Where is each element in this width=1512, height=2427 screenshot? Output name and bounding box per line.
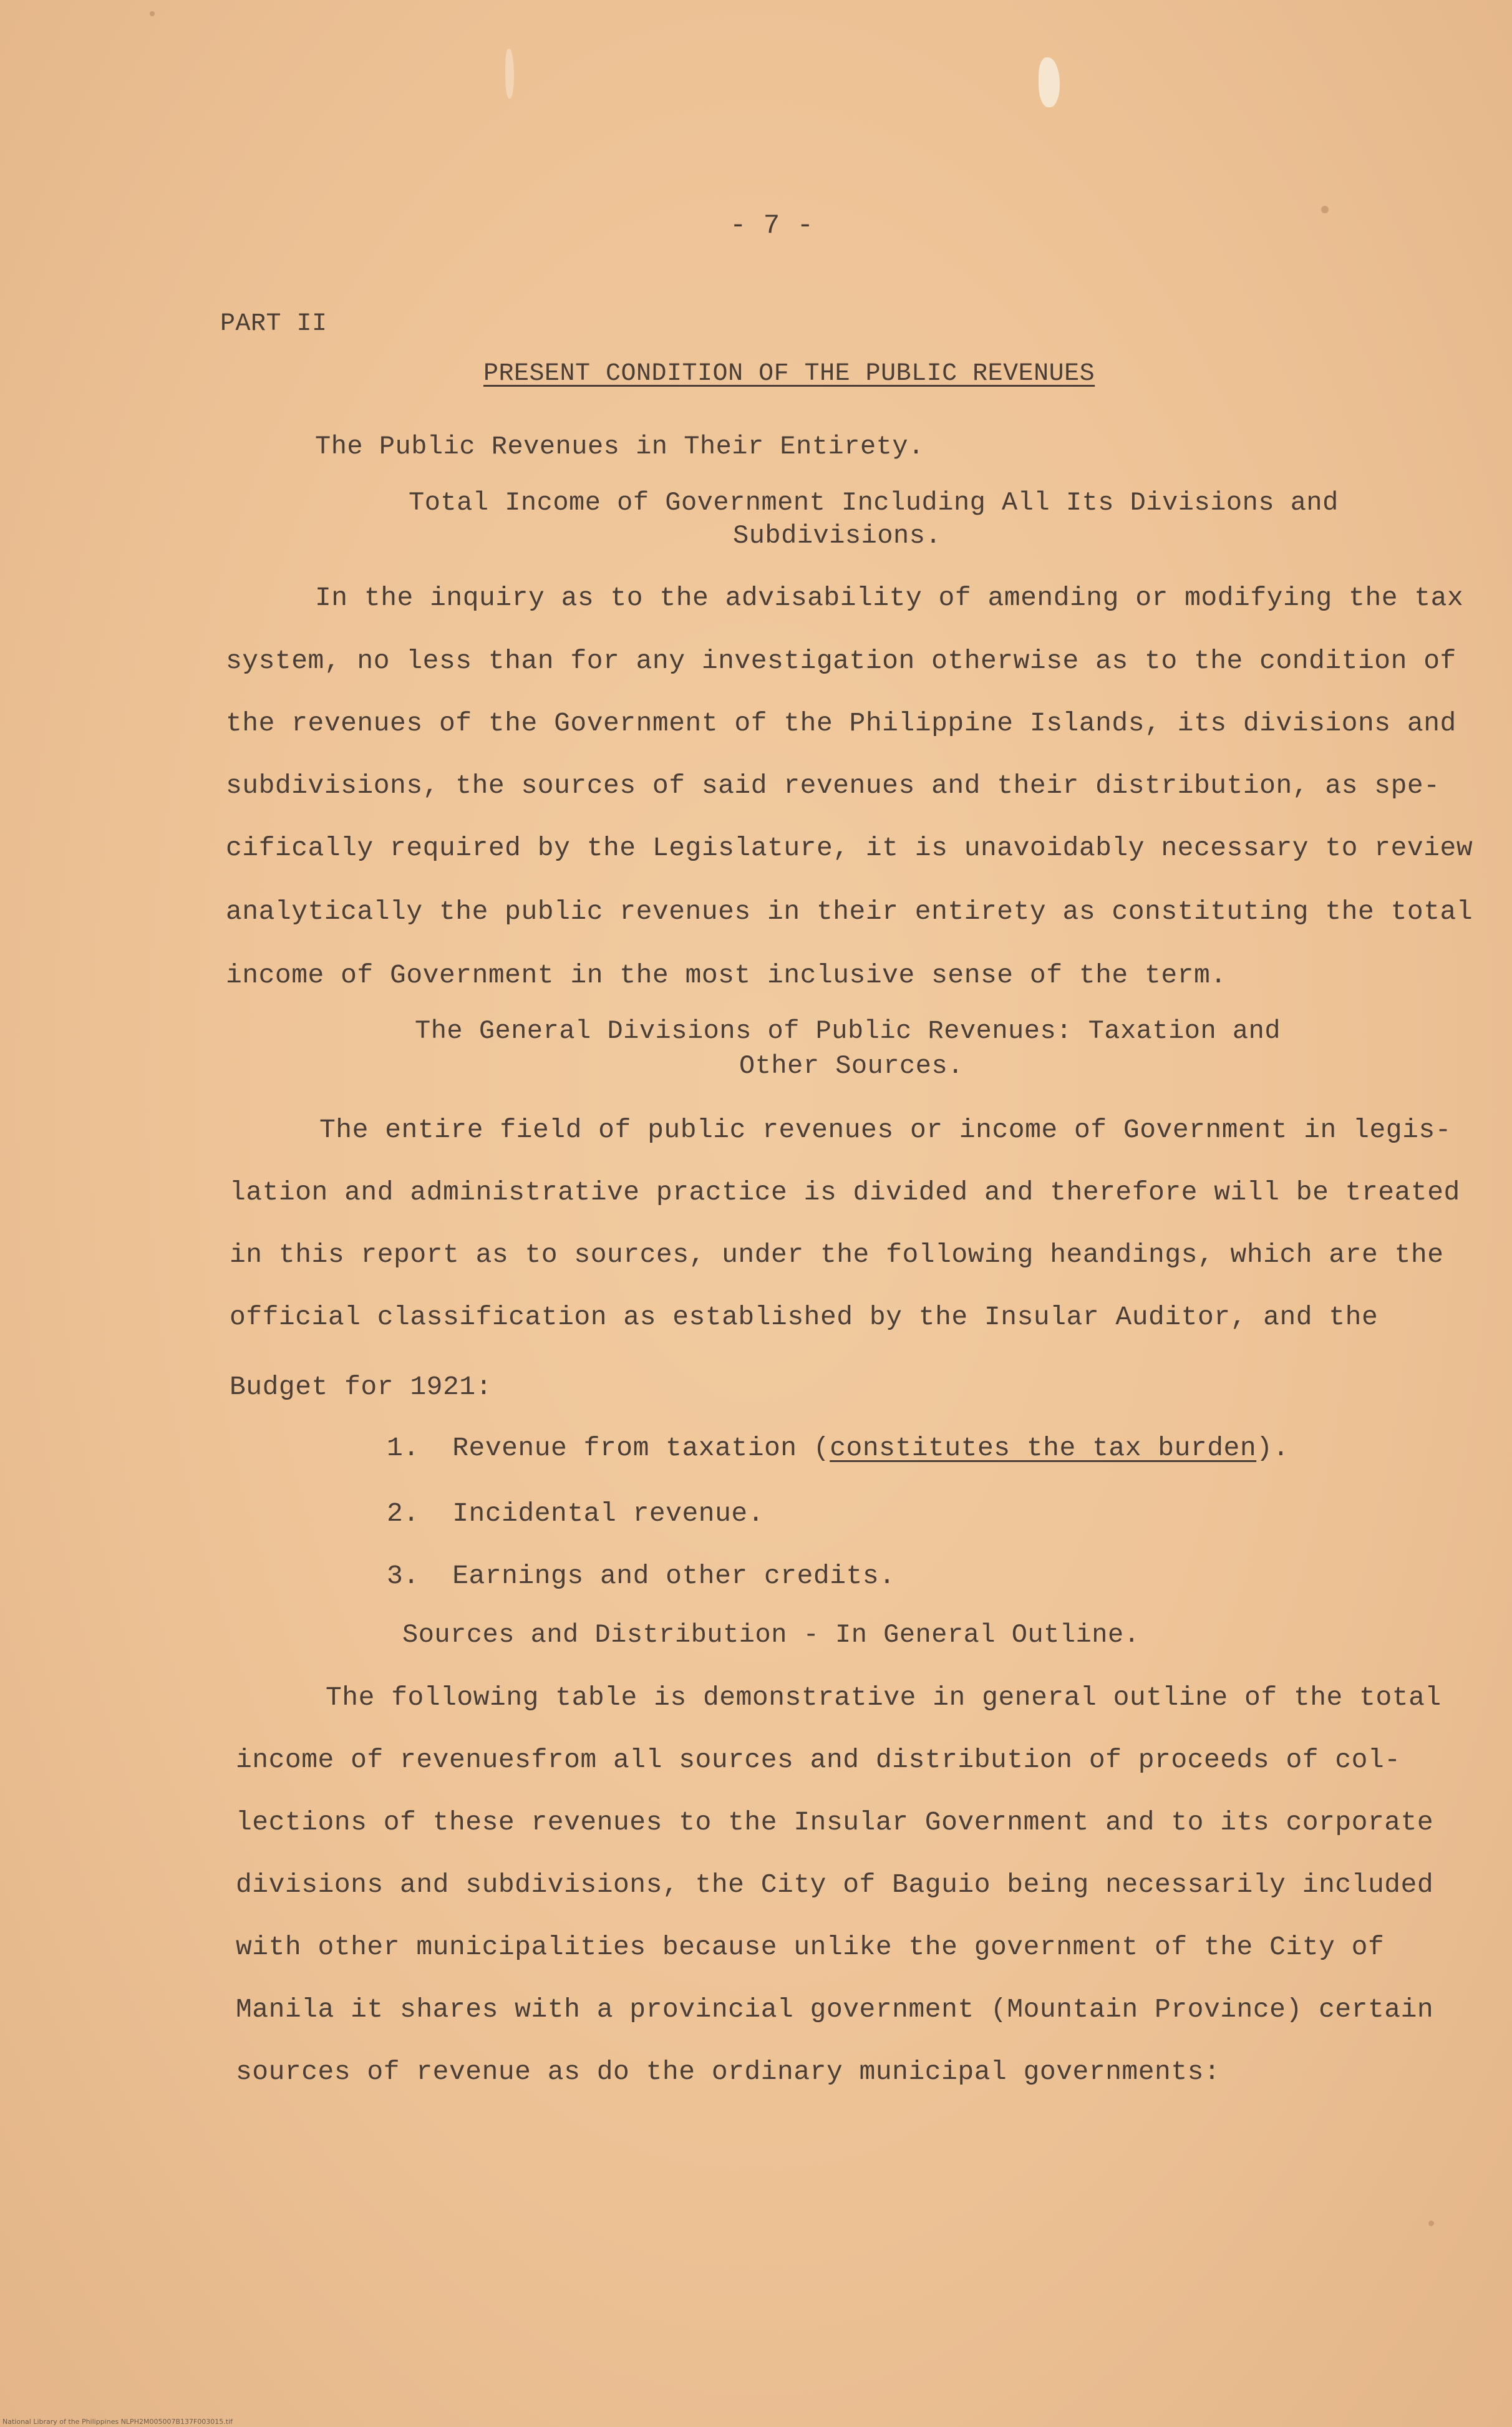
paragraph-3-line: income of revenuesfrom all sources and distribution of proceeds of col- bbox=[236, 1745, 1401, 1775]
subheading-1-line-1: Total Income of Government Including All Its Divisions and bbox=[409, 488, 1339, 518]
paragraph-2-line: The entire field of public revenues or income of Government in legis- bbox=[319, 1115, 1451, 1145]
paragraph-2-line: official classification as established by the Insular Auditor, and the bbox=[230, 1302, 1379, 1332]
section-heading: The Public Revenues in Their Entirety. bbox=[315, 432, 924, 462]
paragraph-1-line: income of Government in the most inclusive sense of the term. bbox=[226, 960, 1227, 991]
tear-mark-left bbox=[505, 49, 514, 99]
list-number: 2. bbox=[387, 1498, 420, 1529]
tear-mark-right bbox=[1039, 57, 1060, 107]
list-number: 3. bbox=[387, 1561, 420, 1591]
subheading-2-line-2: Other Sources. bbox=[739, 1051, 964, 1081]
archive-footer: National Library of the Philippines NLPH2M005007B137F003015.tif bbox=[2, 2418, 233, 2426]
main-heading: PRESENT CONDITION OF THE PUBLIC REVENUES bbox=[483, 360, 1095, 388]
page-number: - 7 - bbox=[730, 210, 814, 241]
paragraph-2-line: Budget for 1921: bbox=[230, 1372, 492, 1402]
list-item-1 bbox=[387, 1435, 1289, 1461]
list-text: Incidental revenue. bbox=[452, 1498, 764, 1529]
list-number: 1. bbox=[387, 1433, 420, 1463]
paragraph-3-line: The following table is demonstrative in general outline of the total bbox=[326, 1682, 1442, 1713]
list-item-3 bbox=[387, 1562, 895, 1589]
paragraph-1-line: analytically the public revenues in their entirety as constituting the total bbox=[226, 896, 1473, 927]
list-text-underlined: constitutes the tax burden bbox=[830, 1433, 1257, 1463]
list-text: Revenue from taxation ( bbox=[452, 1433, 830, 1463]
list-text: ). bbox=[1256, 1433, 1289, 1463]
paragraph-1-line: cifically required by the Legislature, it is unavoidably necessary to review bbox=[226, 833, 1473, 863]
paragraph-1-line: the revenues of the Government of the Philippine Islands, its divisions and bbox=[226, 708, 1456, 739]
paragraph-1-line: system, no less than for any investigation otherwise as to the condition of bbox=[226, 646, 1456, 676]
part-label: PART II bbox=[220, 310, 327, 338]
paragraph-1-line: subdivisions, the sources of said revenues and their distribution, as spe- bbox=[226, 770, 1440, 801]
subheading-1-line-2: Subdivisions. bbox=[733, 521, 942, 551]
list-item-2 bbox=[387, 1500, 764, 1527]
paragraph-2-line: in this report as to sources, under the following heandings, which are the bbox=[230, 1239, 1444, 1270]
list-text: Earnings and other credits. bbox=[452, 1561, 896, 1591]
paragraph-3-line: divisions and subdivisions, the City of Baguio being necessarily included bbox=[236, 1869, 1434, 1900]
subheading-2-line-1: The General Divisions of Public Revenues: Taxation and bbox=[415, 1016, 1281, 1046]
paragraph-1-line: In the inquiry as to the advisability of amending or modifying the tax bbox=[315, 583, 1464, 613]
paragraph-3-line: lections of these revenues to the Insular Government and to its corporate bbox=[236, 1807, 1434, 1838]
paragraph-3-line: with other municipalities because unlike the government of the City of bbox=[236, 1932, 1385, 1962]
paragraph-3-line: Manila it shares with a provincial government (Mountain Province) certain bbox=[236, 1994, 1434, 2025]
paragraph-3-line: sources of revenue as do the ordinary municipal governments: bbox=[236, 2056, 1221, 2087]
paper-spot bbox=[1428, 2221, 1434, 2226]
paper-spot bbox=[1321, 206, 1329, 213]
paragraph-2-line: lation and administrative practice is divided and therefore will be treated bbox=[230, 1177, 1460, 1208]
subheading-3: Sources and Distribution - In General Outline. bbox=[402, 1620, 1140, 1650]
paper-spot bbox=[150, 11, 155, 16]
